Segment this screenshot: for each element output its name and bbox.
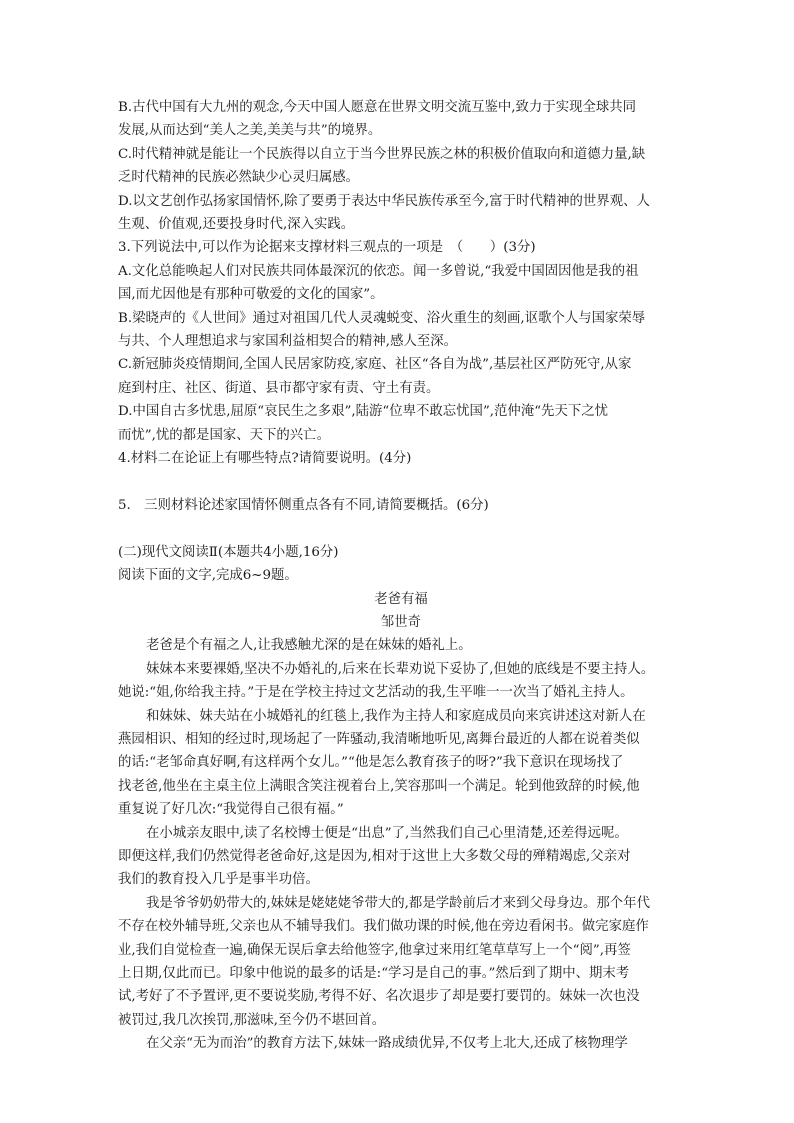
text-line: 庭到村庄、社区、街道、县市都守家有责、守土有责。 (118, 380, 440, 396)
text-line: 与共、个人理想追求与家国利益相契合的精神,感人至深。 (118, 334, 458, 350)
text-line: 的话:“老邹命真好啊,有这样两个女儿。”“他是怎么教育孩子的呀?”我下意识在现场找了 (118, 755, 624, 771)
text-line: 即便这样,我们仍然觉得老爸命好,这是因为,相对于这世上大多数父母的殚精竭虑,父亲对 (118, 848, 631, 864)
text-line: 和妹妹、妹夫站在小城婚礼的红毯上,我作为主持人和家庭成员向来宾讲述这对新人在 (146, 708, 646, 724)
text-line: 上日期,仅此而已。印象中他说的最多的话是:“学习是自己的事。”然后到了期中、期末考 (118, 966, 630, 981)
question-5: 5. 三则材料论述家国情怀侧重点各有不同,请简要概括。(6分) (118, 497, 489, 513)
text-line: 重复说了好几次:“我觉得自己很有福。” (118, 802, 344, 818)
option-c: C.新冠肺炎疫情期间,全国人民居家防疫,家庭、社区“各自为战”,基层社区严防死守,从家 (118, 357, 632, 373)
question-stem: 3.下列说法中,可以作为论据来支撑材料三观点的一项是 （ ）(3分) (118, 240, 536, 256)
paragraph: 在父亲“无为而治”的教育方法下,妹妹一路成绩优异,不仅考上北大,还成了核物理学 (146, 1036, 628, 1052)
instruction: 阅读下面的文字,完成6~9题。 (118, 568, 298, 584)
paragraph (118, 658, 684, 705)
text-line: D.以文艺创作弘扬家国情怀,除了要勇于表达中华民族传承至今,富于时代精神的世界观、人 (118, 193, 650, 209)
article-author: 邹世奇 (380, 614, 422, 630)
option-d: D.中国自古多忧患,屈原“哀民生之多艰”,陆游“位卑不敢忘忧国”,范仲淹“先天下之忧 (118, 404, 609, 420)
paragraph (118, 705, 684, 822)
option-b: B.梁晓声的《人世间》通过对祖国几代人灵魂蜕变、浴火重生的刻画,讴歌个人与国家荣辱 (118, 310, 646, 326)
option-a: A.文化总能唤起人们对民族共同体最深沉的依恋。闻一多曾说,“我爱中国固因他是我的祖 (118, 263, 639, 279)
text-line: 燕园相识、相知的经过时,现场起了一阵骚动,我清晰地听见,离舞台最近的人都在说着类似 (118, 731, 640, 747)
text-line: 乏时代精神的民族必然缺少心灵归属感。 (118, 170, 360, 186)
text-line: 在小城亲友眼中,读了名校博士便是“出息”了,当然我们自己心里清楚,还差得远呢。 (146, 825, 628, 841)
text-line: 不存在校外辅导班,父亲也从不辅导我们。我们做功课的时候,他在旁边看闲书。做完家庭作 (118, 919, 649, 935)
text-line: 发展,从而达到“美人之美,美美与共”的境界。 (118, 123, 382, 139)
text-line: 被罚过,我几次挨罚,那滋味,至今仍不堪回首。 (118, 1012, 386, 1028)
text-line: C.时代精神就是能让一个民族得以自立于当今世界民族之林的积极价值取向和道德力量,缺 (118, 146, 646, 162)
answer-space (118, 471, 684, 494)
text-line: 业,我们自觉检查一遍,确保无误后拿去给他签字,他拿过来用红笔草草写上一个“阅”,再签 (118, 942, 631, 958)
text-line: 我们的教育投入几乎是事半功倍。 (118, 872, 319, 888)
article-title: 老爸有福 (374, 591, 428, 607)
paragraph (118, 822, 684, 892)
text-line: 妹妹本来要裸婚,坚决不办婚礼的,后来在长辈劝说下妥协了,但她的底线是不要主持人。 (146, 661, 655, 677)
paragraph (118, 892, 684, 1032)
text-line: 找老爸,他坐在主桌主位上满眼含笑注视着台上,笑容那叫一个满足。轮到他致辞的时候,他 (118, 778, 640, 794)
text-line: 而忧”,忧的都是国家、天下的兴亡。 (118, 427, 330, 443)
document-page (118, 96, 684, 1056)
text-line: B.古代中国有大九州的观念,今天中国人愿意在世界文明交流互鉴中,致力于实现全球共同 (118, 100, 637, 115)
paragraph: 老爸是个有福之人,让我感触尤深的是在妹妹的婚礼上。 (146, 638, 472, 654)
text-line: 试,考好了不予置评,更不要说奖励,考得不好、名次退步了却是要打要罚的。妹妹一次也没 (118, 989, 640, 1005)
section-header: (二)现代文阅读Ⅱ(本题共4小题,16分) (118, 544, 339, 560)
q2-options (118, 96, 684, 236)
text-line: 我是爷爷奶奶带大的,妹妹是姥姥姥爷带大的,都是学龄前后才来到父母身边。那个年代 (146, 895, 650, 911)
text-line: 她说:“姐,你给我主持。”于是在学校主持过文艺活动的我,生平唯一一次当了婚礼主持人。 (118, 685, 634, 701)
question-3 (118, 236, 684, 470)
answer-space (118, 517, 684, 540)
text-line: 生观、价值观,还要投身时代,深入实践。 (118, 217, 355, 233)
question-4: 4.材料二在论证上有哪些特点?请简要说明。(4分) (118, 451, 412, 467)
text-line: 国,而尤因他是有那种可敬爱的文化的国家”。 (118, 287, 384, 303)
